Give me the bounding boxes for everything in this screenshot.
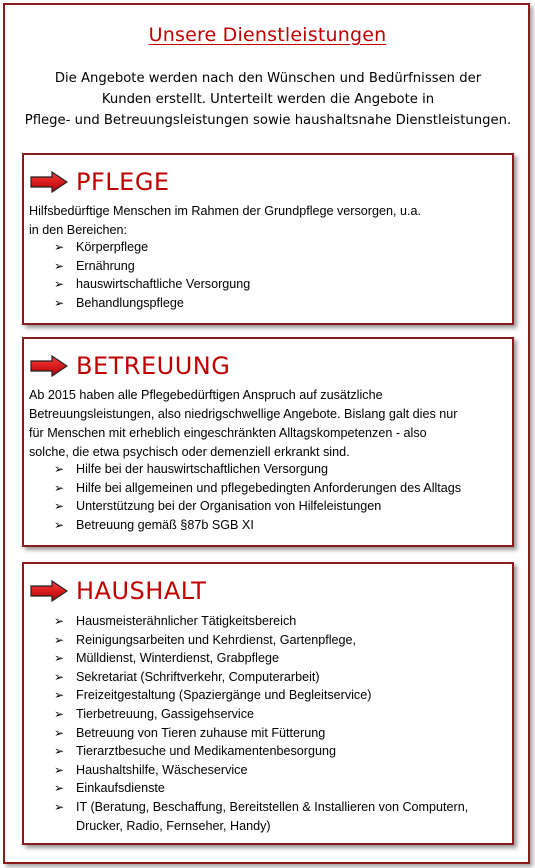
- item-label: hauswirtschaftliche Versorgung: [76, 277, 251, 292]
- red-arrow-icon: [30, 580, 68, 602]
- intro-text: [18, 68, 518, 131]
- item-label: Unterstützung bei der Organisation von Hilfeleistungen: [76, 499, 382, 514]
- section-description: Hilfsbedürftige Menschen im Rahmen der Grundpflege versorgen, u.a. in den Bereichen:: [29, 204, 422, 237]
- item-label: Hilfe bei allgemeinen und pflegebedingten Anforderungen des Alltags: [76, 480, 462, 495]
- arrowhead-bullet-icon: ➢: [54, 462, 65, 476]
- red-arrow-icon: [30, 355, 68, 377]
- item-label: Ernährung: [76, 258, 135, 273]
- item-label: Haushaltshilfe, Wäscheservice: [76, 762, 248, 777]
- list-item: [54, 668, 496, 687]
- item-label: Behandlungspflege: [76, 295, 184, 310]
- section-header: [30, 165, 170, 199]
- item-label: Körperpflege: [76, 240, 149, 254]
- list-item: [54, 275, 250, 294]
- list-item: [54, 294, 250, 313]
- section-title: PFLEGE: [76, 168, 170, 196]
- list-item: [54, 612, 496, 631]
- item-label: Betreuung gemäß §87b SGB XI: [76, 517, 254, 532]
- list-item: [54, 686, 496, 705]
- list-item: [54, 742, 496, 761]
- section-header: [30, 349, 230, 383]
- arrowhead-bullet-icon: ➢: [54, 295, 65, 310]
- item-list: [54, 460, 461, 534]
- arrowhead-bullet-icon: ➢: [54, 725, 65, 740]
- arrowhead-bullet-icon: ➢: [54, 277, 65, 292]
- item-list: [54, 238, 250, 312]
- list-item: [54, 798, 496, 835]
- list-item: [54, 631, 496, 650]
- list-item: [54, 497, 461, 516]
- arrowhead-bullet-icon: ➢: [54, 688, 65, 703]
- list-item: [54, 705, 496, 724]
- list-item: [54, 761, 496, 780]
- section-title: BETREUUNG: [76, 352, 231, 380]
- arrowhead-bullet-icon: ➢: [54, 799, 65, 814]
- list-item: [54, 779, 496, 798]
- item-label: Mülldienst, Winterdienst, Grabpflege: [76, 651, 279, 666]
- arrowhead-bullet-icon: ➢: [54, 669, 65, 684]
- arrowhead-bullet-icon: ➢: [54, 258, 65, 273]
- page-title: Unsere Dienstleistungen: [148, 24, 387, 46]
- item-label: Betreuung von Tieren zuhause mit Fütterung: [76, 725, 326, 740]
- item-label: Hilfe bei der hauswirtschaftlichen Versorgung: [76, 462, 329, 476]
- list-item: [54, 479, 461, 498]
- section-description: Ab 2015 haben alle Pflegebedürftigen Anspruch auf zusätzliche Betreuungsleistungen, also niedrigschwellige Angebote. Bislang galt dies nur für Menschen mit erheblich eingeschränkten Alltagskompetenzen - also solche, die etwa psychisch oder demenziell erkrankt sind.: [29, 388, 458, 459]
- section-pflege: [22, 153, 514, 325]
- item-label: Einkaufsdienste: [76, 781, 165, 796]
- item-label: Freizeitgestaltung (Spaziergänge und Begleitservice): [76, 688, 372, 703]
- list-item: [54, 724, 496, 743]
- arrowhead-bullet-icon: ➢: [54, 632, 65, 647]
- list-item: [54, 238, 250, 257]
- section-header: [30, 574, 206, 608]
- section-betreuung: [22, 337, 514, 547]
- item-label: IT (Beratung, Beschaffung, Bereitstellen & Installieren von Computern, Drucker, Radio, Fernseher, Handy): [76, 799, 469, 833]
- item-label: Tierarztbesuche und Medikamentenbesorgung: [76, 744, 336, 759]
- intro-line: Die Angebote werden nach den Wünschen und Bedürfnissen der: [54, 71, 482, 86]
- arrowhead-bullet-icon: ➢: [54, 499, 65, 514]
- arrowhead-bullet-icon: ➢: [54, 240, 65, 254]
- arrowhead-bullet-icon: ➢: [54, 762, 65, 777]
- item-label: Hausmeisterähnlicher Tätigkeitsbereich: [76, 614, 297, 628]
- list-item: [54, 649, 496, 668]
- list-item: [54, 257, 250, 276]
- item-label: Reinigungsarbeiten und Kehrdienst, Gartenpflege,: [76, 632, 357, 647]
- red-arrow-icon: [30, 171, 68, 193]
- section-title: HAUSHALT: [76, 577, 207, 605]
- arrowhead-bullet-icon: ➢: [54, 480, 65, 495]
- arrowhead-bullet-icon: ➢: [54, 517, 65, 532]
- intro-line: Pflege- und Betreuungsleistungen sowie haushaltsnahe Dienstleistungen.: [24, 113, 512, 128]
- section-haushalt: [22, 562, 514, 845]
- intro-line: Kunden erstellt. Unterteilt werden die Angebote in: [101, 92, 435, 107]
- item-label: Tierbetreuung, Gassigehservice: [76, 706, 255, 721]
- item-list: [54, 612, 496, 835]
- arrowhead-bullet-icon: ➢: [54, 651, 65, 666]
- arrowhead-bullet-icon: ➢: [54, 744, 65, 759]
- arrowhead-bullet-icon: ➢: [54, 781, 65, 796]
- arrowhead-bullet-icon: ➢: [54, 614, 65, 628]
- item-label: Sekretariat (Schriftverkehr, Computerarbeit): [76, 669, 320, 684]
- list-item: [54, 460, 461, 479]
- list-item: [54, 516, 461, 535]
- arrowhead-bullet-icon: ➢: [54, 706, 65, 721]
